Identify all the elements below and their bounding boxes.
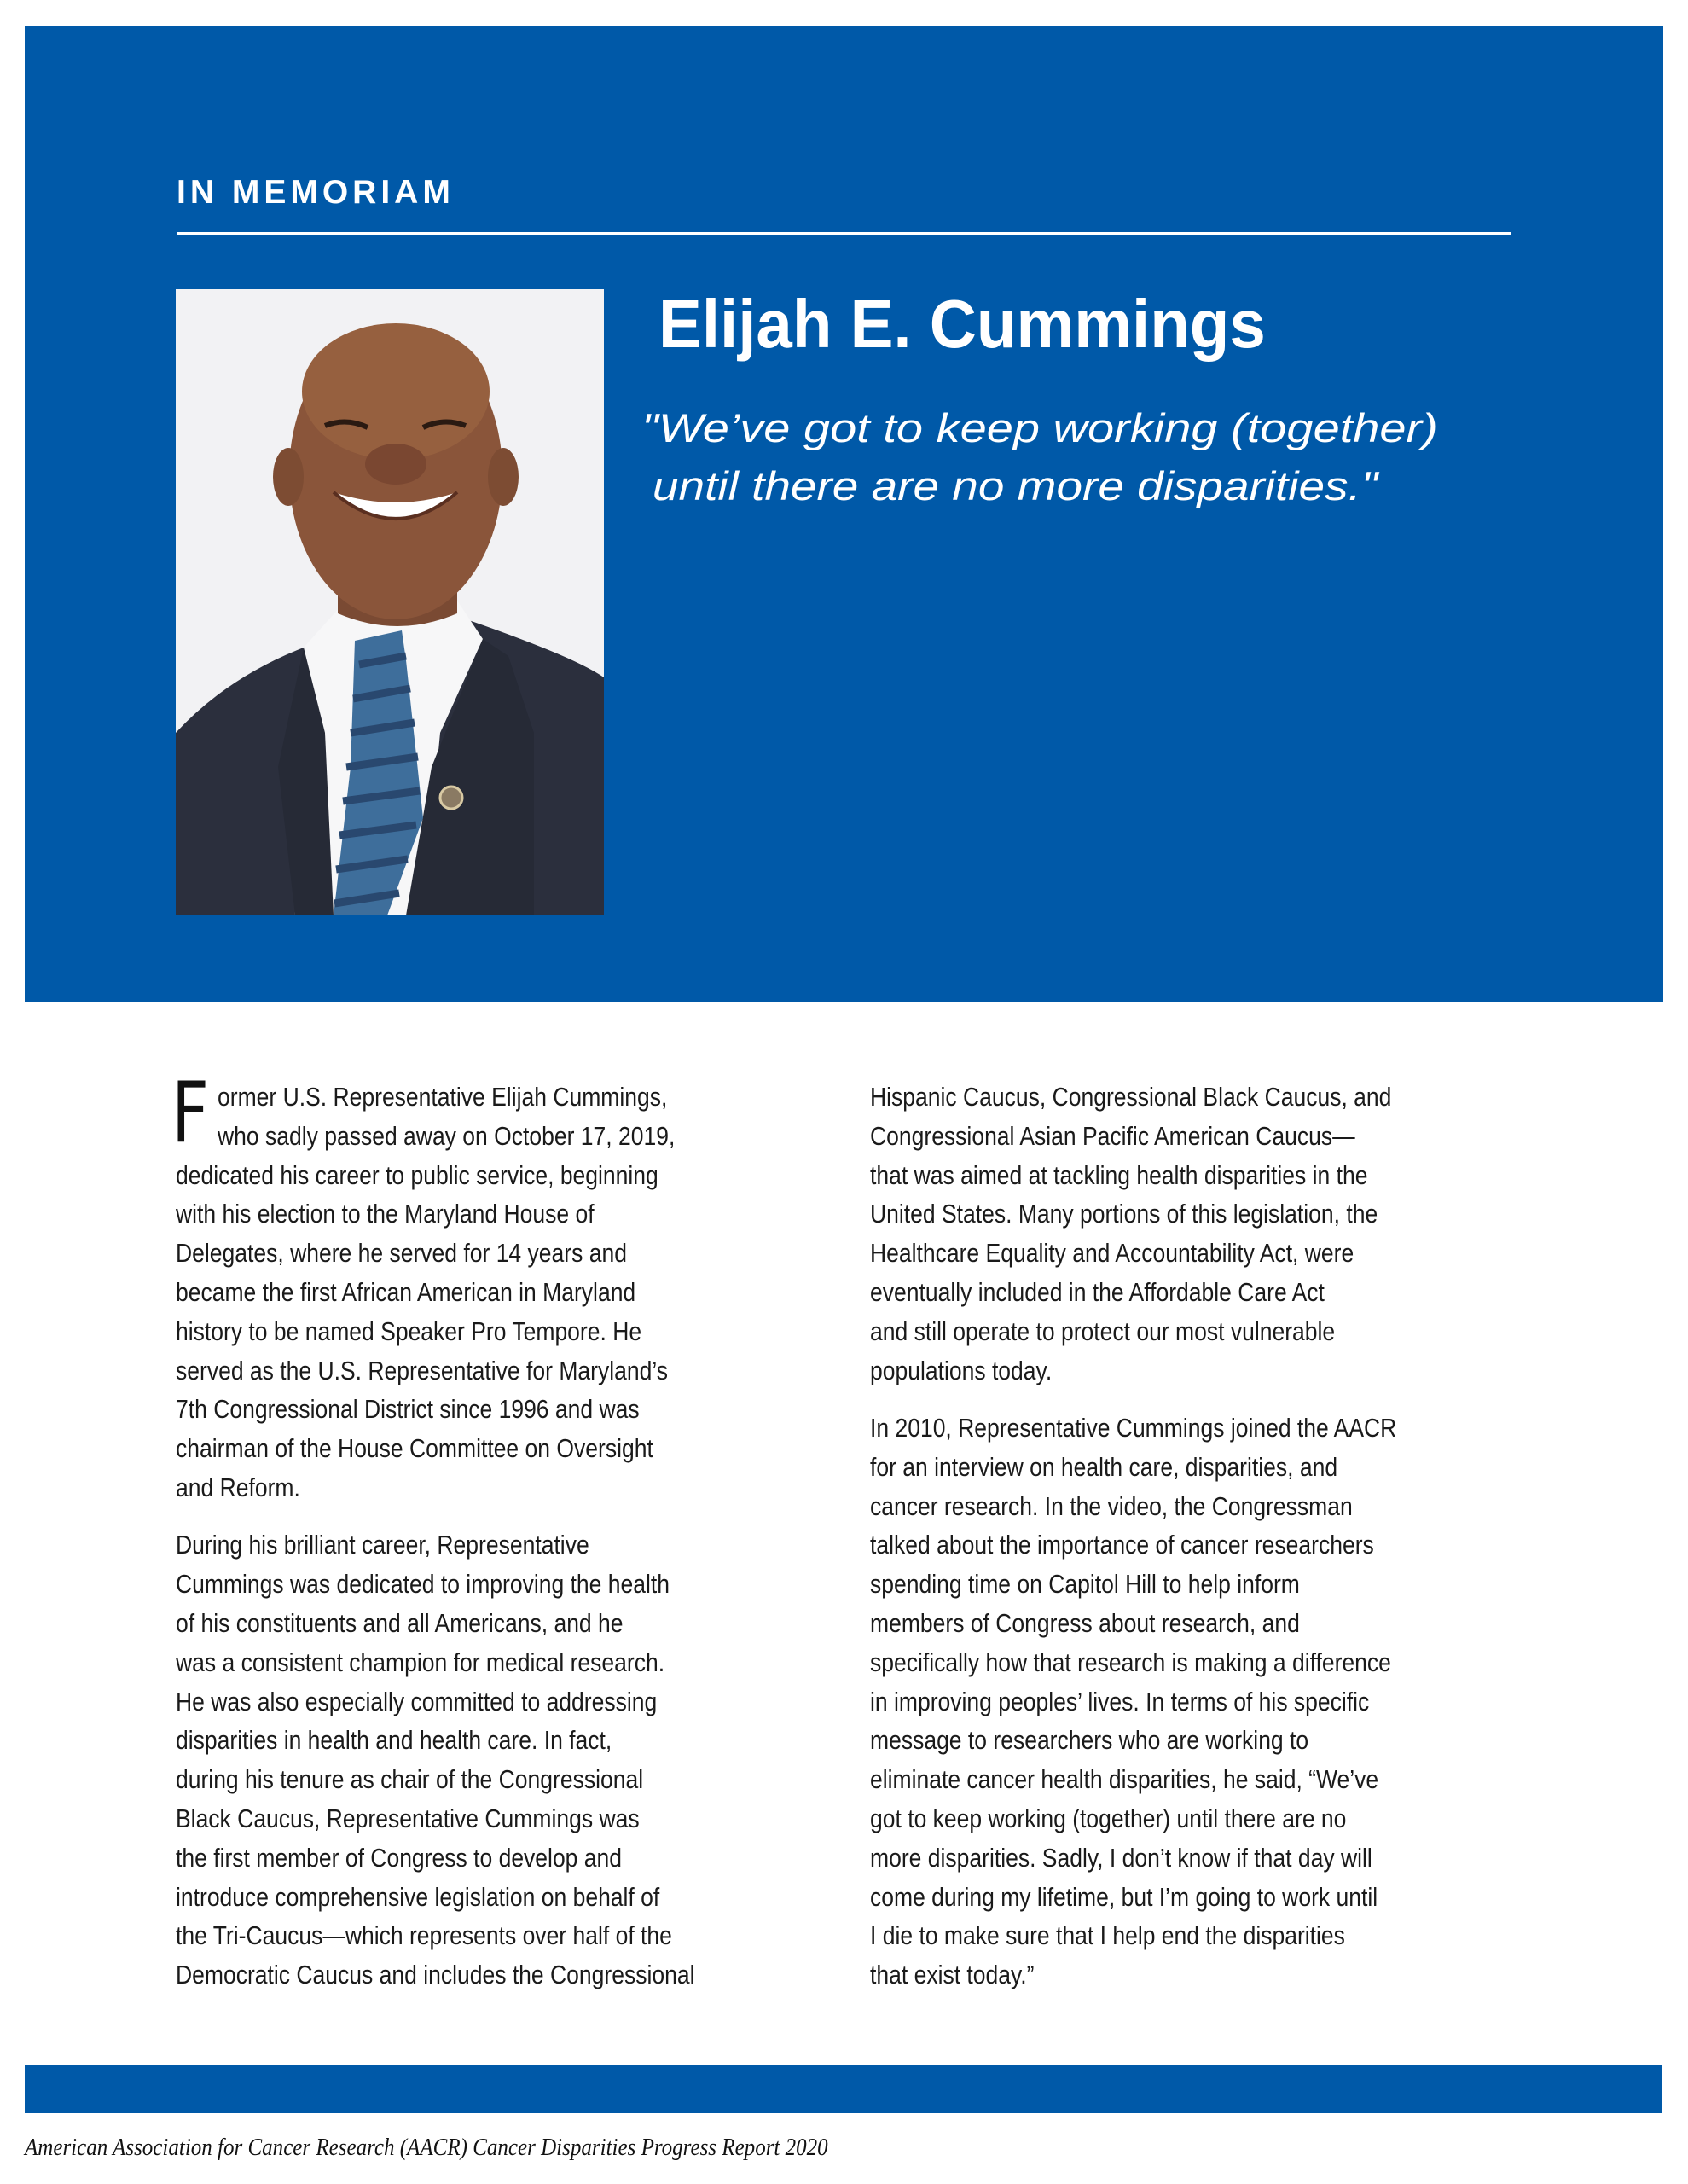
body-text-line: and Reform. (176, 1472, 300, 1502)
body-text-line: talked about the importance of cancer researchers (870, 1530, 1374, 1560)
body-text-line: Healthcare Equality and Accountability Act, were (870, 1238, 1354, 1269)
body-text-line: message to researchers who are working to (870, 1725, 1309, 1756)
body-text-line: was a consistent champion for medical research. (176, 1647, 665, 1677)
body-text-line: populations today. (870, 1355, 1053, 1385)
body-text-line: members of Congress about research, and (870, 1607, 1300, 1638)
drop-cap: F (171, 1065, 209, 1162)
body-text-line: Cummings was dedicated to improving the health (176, 1569, 670, 1600)
pull-quote-line: until there are no more disparities." (653, 463, 1378, 508)
body-text-line: got to keep working (together) until there are no (870, 1803, 1347, 1833)
body-text-line: During his brilliant career, Representative (176, 1530, 589, 1560)
person-name: Elijah E. Cummings (658, 286, 1266, 362)
body-text-line: 7th Congressional District since 1996 and was (176, 1394, 640, 1425)
body-text-line: for an interview on health care, disparities, and (870, 1451, 1338, 1482)
section-kicker: IN MEMORIAM (177, 174, 455, 211)
kicker-divider (177, 232, 1511, 235)
body-text-line: Congressional Asian Pacific American Caucus— (870, 1120, 1355, 1151)
body-text-line: and still operate to protect our most vulnerable (870, 1316, 1336, 1346)
body-text-line: Democratic Caucus and includes the Congressional (176, 1960, 695, 1990)
body-text-line: Delegates, where he served for 14 years and (176, 1238, 627, 1269)
footer-bar (25, 2065, 1662, 2113)
body-text-line: the first member of Congress to develop and (176, 1842, 623, 1873)
body-text-line: Hispanic Caucus, Congressional Black Caucus, and (870, 1082, 1392, 1112)
footer-citation: American Association for Cancer Research (AACR) Cancer Disparities Progress Report 2020 (25, 2134, 828, 2161)
body-text-line: dedicated his career to public service, beginning (176, 1159, 658, 1190)
body-text-line: eventually included in the Affordable Care Act (870, 1277, 1325, 1307)
body-text-line: Black Caucus, Representative Cummings was (176, 1803, 640, 1833)
body-text-line: eliminate cancer health disparities, he said, “We’ve (870, 1764, 1379, 1795)
body-text-line: who sadly passed away on October 17, 2019, (218, 1120, 676, 1151)
body-text-line: specifically how that research is making a difference (870, 1647, 1391, 1677)
body-text-line: introduce comprehensive legislation on behalf of (176, 1881, 660, 1912)
body-text-line: became the first African American in Maryland (176, 1277, 636, 1307)
body-text-line: United States. Many portions of this legislation, the (870, 1199, 1378, 1229)
portrait-photo (176, 289, 604, 915)
body-text-line: spending time on Capitol Hill to help inform (870, 1569, 1300, 1600)
body-text-line: that was aimed at tackling health disparities in the (870, 1159, 1368, 1190)
body-text-line: cancer research. In the video, the Congressman (870, 1490, 1353, 1521)
body-text-line: served as the U.S. Representative for Maryland’s (176, 1355, 669, 1385)
portrait-photo-icon (176, 289, 604, 915)
body-text-line: disparities in health and health care. In fact, (176, 1725, 612, 1756)
body-text-line: with his election to the Maryland House of (176, 1199, 595, 1229)
body-text-line: ormer U.S. Representative Elijah Cummings, (218, 1082, 668, 1112)
body-text-line: more disparities. Sadly, I don’t know if that day will (870, 1842, 1372, 1873)
body-text-line: of his constituents and all Americans, and he (176, 1607, 624, 1638)
body-text-line: in improving peoples’ lives. In terms of his specific (870, 1686, 1370, 1716)
body-text-line: In 2010, Representative Cummings joined the AACR (870, 1412, 1397, 1443)
pull-quote-line: "We’ve got to keep working (together) (641, 405, 1438, 450)
body-text-line: chairman of the House Committee on Oversight (176, 1433, 653, 1464)
body-text-line: I die to make sure that I help end the disparities (870, 1920, 1345, 1951)
body-text-line: that exist today.” (870, 1960, 1035, 1990)
body-text-line: the Tri-Caucus—which represents over half of the (176, 1920, 672, 1951)
body-text-line: during his tenure as chair of the Congressional (176, 1764, 644, 1795)
body-text-line: come during my lifetime, but I’m going to work until (870, 1881, 1378, 1912)
body-text-line: He was also especially committed to addressing (176, 1686, 658, 1716)
body-text-line: history to be named Speaker Pro Tempore. He (176, 1316, 642, 1346)
